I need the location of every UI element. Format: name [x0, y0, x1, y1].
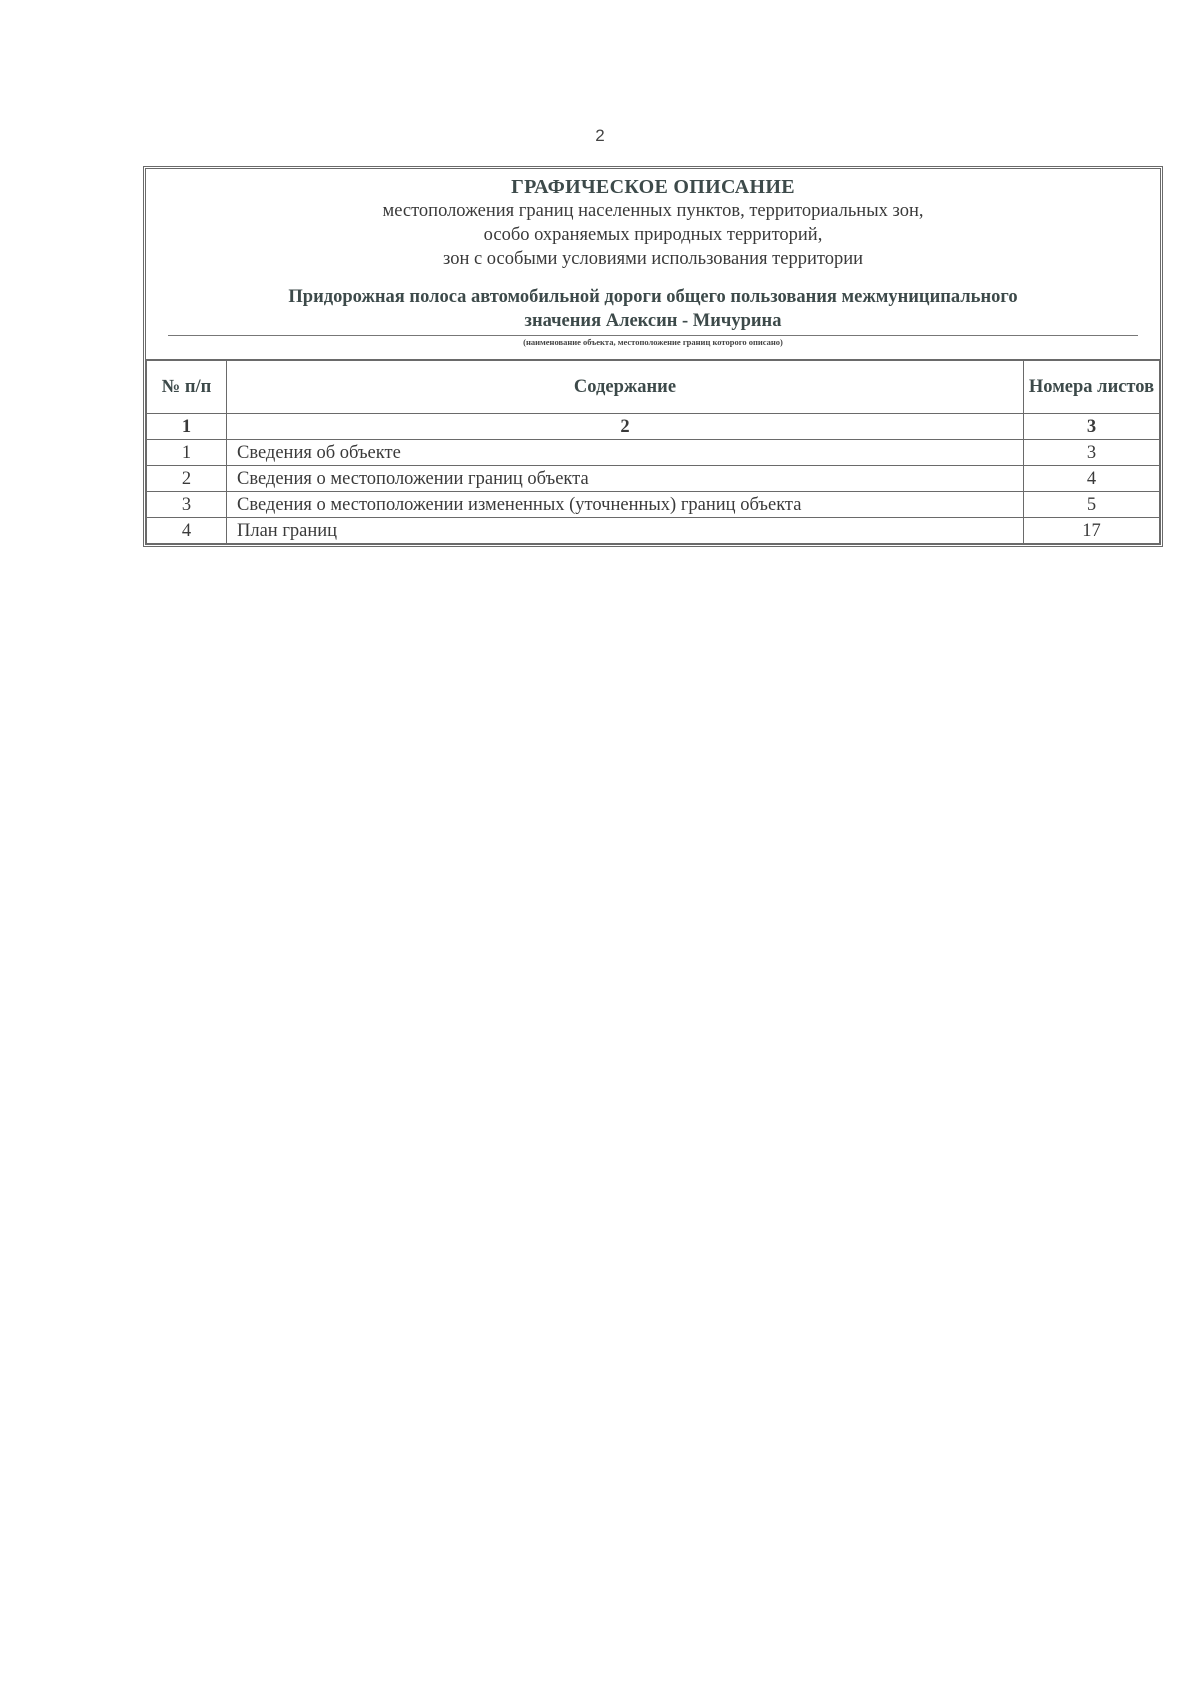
column-header-number: № п/п: [147, 360, 227, 414]
row-content: План границ: [227, 518, 1024, 544]
row-pages: 17: [1024, 518, 1160, 544]
row-number: 4: [147, 518, 227, 544]
object-name-line-2: значения Алексин - Мичурина: [524, 311, 782, 331]
table-header-row: [147, 360, 1160, 414]
row-pages: 4: [1024, 466, 1160, 492]
row-number: 3: [147, 492, 227, 518]
row-content: Сведения о местоположении границ объекта: [227, 466, 1024, 492]
row-number: 2: [147, 466, 227, 492]
subtitle-line-3: зон с особыми условиями использования территории: [443, 249, 863, 269]
object-caption: (наименование объекта, местоположение границ которого описано): [523, 337, 783, 347]
row-number: 1: [147, 440, 227, 466]
object-name: [146, 285, 1160, 333]
row-pages: 3: [1024, 440, 1160, 466]
row-content: Сведения о местоположении измененных (уточненных) границ объекта: [227, 492, 1024, 518]
table-row: [147, 518, 1160, 544]
table-row: [147, 440, 1160, 466]
column-index-row: [147, 414, 1160, 440]
table-row: [147, 466, 1160, 492]
document-frame: [143, 166, 1163, 547]
column-index-2: 2: [227, 414, 1024, 440]
document-title: ГРАФИЧЕСКОЕ ОПИСАНИЕ: [511, 176, 795, 198]
subtitle-line-2: особо охраняемых природных территорий,: [483, 225, 823, 245]
column-header-pages: Номера листов: [1024, 360, 1160, 414]
row-pages: 5: [1024, 492, 1160, 518]
page-number: 2: [595, 126, 605, 145]
document-header: [146, 169, 1160, 359]
subtitle-line-1: местоположения границ населенных пунктов, территориальных зон,: [382, 201, 924, 221]
object-name-line-1: Придорожная полоса автомобильной дороги общего пользования межмуниципального: [288, 287, 1018, 307]
column-index-3: 3: [1024, 414, 1160, 440]
row-content: Сведения об объекте: [227, 440, 1024, 466]
column-index-1: 1: [147, 414, 227, 440]
column-header-content: Содержание: [227, 360, 1024, 414]
contents-table: [146, 359, 1160, 544]
table-row: [147, 492, 1160, 518]
